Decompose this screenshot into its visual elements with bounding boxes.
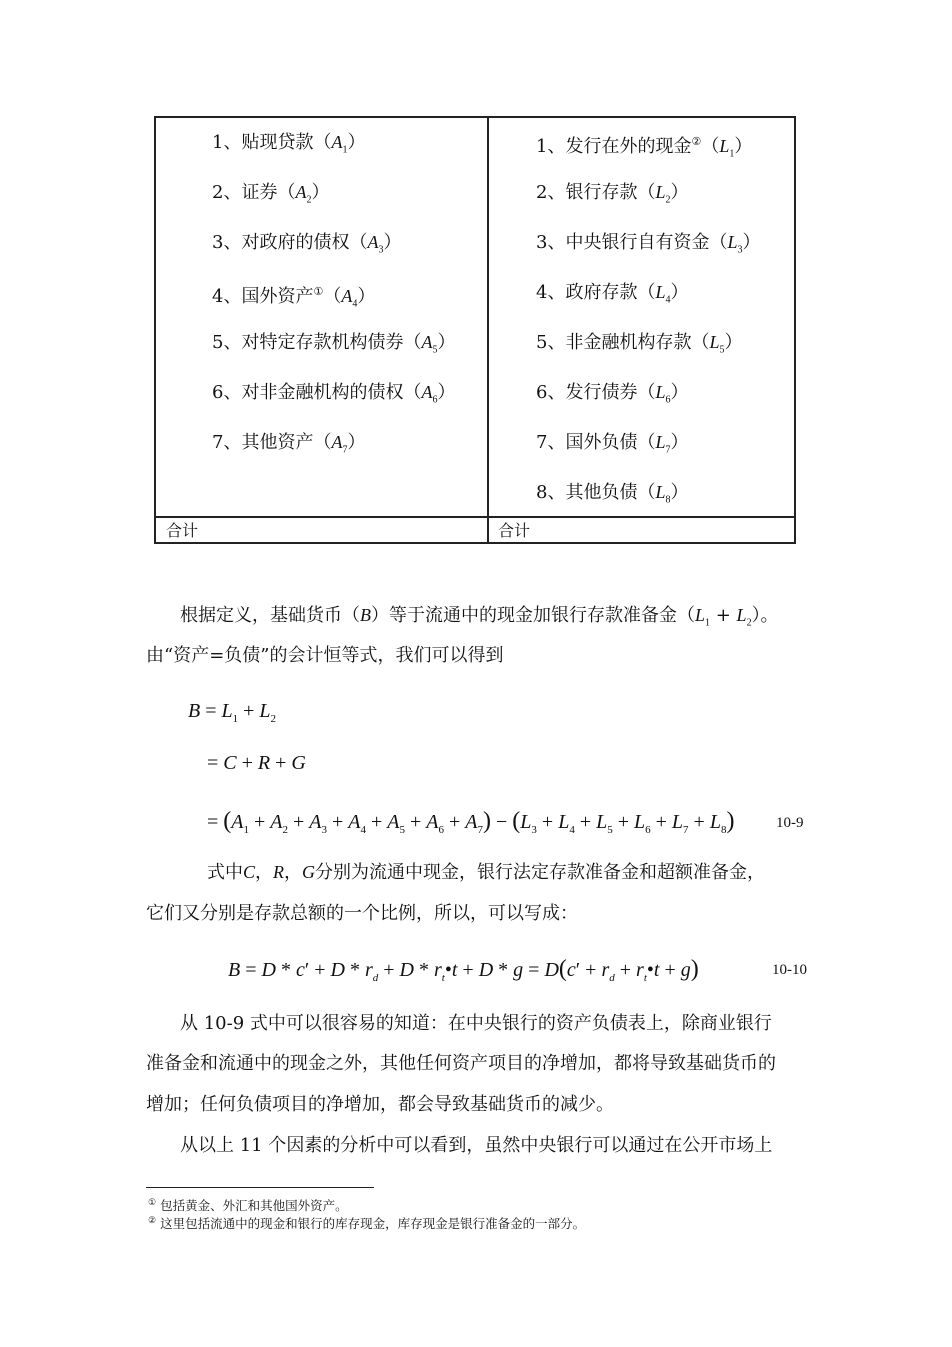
- liability-row: 2、银行存款$(L_2)$: [536, 182, 689, 206]
- asset-row: 3、对政府的债权$(A_3)$: [212, 232, 402, 256]
- asset-symbol: $A_7$: [331, 432, 348, 456]
- liability-row: 8、其他负债$(L_8)$: [536, 482, 689, 506]
- liability-label: 4、政府存款（: [536, 282, 656, 303]
- paragraph-base-money-definition: 根据定义，基础货币（B）等于流通中的现金加银行存款准备金$(L_1 + L_2)$。: [180, 605, 779, 629]
- asset-label: 4、国外资产: [212, 286, 314, 307]
- equation-c-r-g: = C + R + G: [207, 752, 306, 774]
- footnote-1: [148, 1196, 348, 1214]
- text-segment: ）等于流通中的现金加银行存款准备金（: [371, 605, 695, 626]
- asset-label: 1、贴现贷款（: [212, 132, 332, 153]
- asset-label: 3、对政府的债权（: [212, 232, 368, 253]
- liability-symbol: $L_3$: [727, 232, 743, 256]
- liability-symbol: $L_8$: [655, 482, 671, 506]
- liabilities-total-label: 合计: [498, 523, 531, 540]
- liability-label: 2、银行存款（: [536, 182, 656, 203]
- asset-row: 5、对特定存款机构债券$(A_5)$: [212, 332, 456, 356]
- text-segment: 根据定义，基础货币（: [180, 605, 360, 626]
- asset-symbol: $A_3$: [367, 232, 384, 256]
- balance-sheet-table: [154, 116, 796, 544]
- table-column-divider: [487, 118, 489, 542]
- liability-label: 5、非金融机构存款（: [536, 332, 710, 353]
- liability-row: 4、政府存款$(L_4)$: [536, 282, 689, 306]
- equation-number: 10-10: [772, 962, 807, 978]
- paragraph-line: 从以上 11 个因素的分析中可以看到，虽然中央银行可以通过在公开市场上: [180, 1135, 773, 1156]
- footnote-mark: ①: [148, 1197, 157, 1208]
- paragraph-line: 它们又分别是存款总额的一个比例，所以，可以写成：: [146, 903, 578, 924]
- liability-symbol: $L_1$: [719, 136, 735, 160]
- asset-symbol: $A_1$: [331, 132, 348, 156]
- asset-label: 5、对特定存款机构债券（: [212, 332, 422, 353]
- table-totals-separator: [156, 516, 794, 518]
- asset-row: 1、贴现贷款$(A_1)$: [212, 132, 366, 156]
- asset-row: 7、其他资产$(A_7)$: [212, 432, 366, 456]
- asset-label: 7、其他资产（: [212, 432, 332, 453]
- asset-symbol: $A_6$: [421, 382, 438, 406]
- liability-symbol: $L_6$: [655, 382, 671, 406]
- footnote-separator: [146, 1187, 374, 1188]
- footnote-2: [148, 1214, 585, 1232]
- liability-row: 6、发行债券$(L_6)$: [536, 382, 689, 406]
- assets-total-label: 合计: [166, 523, 199, 540]
- paragraph-line: 准备金和流通中的现金之外，其他任何资产项目的净增加，都将导致基础货币的: [146, 1053, 776, 1074]
- text-segment: 分别为流通中现金，银行法定存款准备金和超额准备金，: [315, 862, 766, 883]
- liability-label: 6、发行债券（: [536, 382, 656, 403]
- liability-row: 3、中央银行自有资金$(L_3)$: [536, 232, 761, 256]
- paragraph-line: 增加；任何负债项目的净增加，都会导致基础货币的减少。: [146, 1094, 614, 1115]
- footnote-text: 包括黄金、外汇和其他国外资产。: [160, 1198, 348, 1213]
- liability-row: 1、发行在外的现金$^②(L_1)$: [536, 135, 753, 160]
- asset-row: 6、对非金融机构的债权$(A_6)$: [212, 382, 456, 406]
- asset-row: 2、证券$(A_2)$: [212, 182, 330, 206]
- liability-symbol: $L_5$: [709, 332, 725, 356]
- liability-label: 8、其他负债（: [536, 482, 656, 503]
- equation-number: 10-9: [776, 815, 804, 831]
- liability-label: 1、发行在外的现金: [536, 136, 692, 157]
- liability-symbol: $L_7$: [655, 432, 671, 456]
- asset-label: 6、对非金融机构的债权（: [212, 382, 422, 403]
- equation-deposit-ratio: $B = D * c' + D * r_d + D$ * $r_t•t + D * g = D(c' + r_d$ + $r_t•t + g$): [228, 956, 699, 984]
- equation-assets-minus-liabilities: = $(A_1 + A_2 + A_3 + A_4 + A_5 + A_6 + A_7) - (L_3 + L_4 + L_5 + L_6 + L_7 + L_8)$: [207, 808, 735, 836]
- liability-label: 7、国外负债（: [536, 432, 656, 453]
- footnote-mark: ②: [148, 1215, 157, 1226]
- asset-label: 2、证券（: [212, 182, 296, 203]
- footnote-text: 这里包括流通中的现金和银行的库存现金，库存现金是银行准备金的一部分。: [160, 1216, 586, 1231]
- text-segment: ）。: [751, 605, 779, 626]
- paragraph-line: 由“资产=负债”的会计恒等式，我们可以得到: [146, 645, 504, 666]
- equation-base-money: $B = L_1 + L_2$: [188, 700, 277, 725]
- paragraph-variable-definitions: 式中C，R，G分别为流通中现金，银行法定存款准备金和超额准备金，: [207, 862, 766, 883]
- liability-row: 7、国外负债$(L_7)$: [536, 432, 689, 456]
- asset-symbol: $A_2$: [295, 182, 312, 206]
- asset-symbol: $A_5$: [421, 332, 438, 356]
- asset-symbol: $A_4$: [341, 286, 358, 310]
- liability-row: 5、非金融机构存款$(L_5)$: [536, 332, 743, 356]
- asset-row: 4、国外资产$^①(A_4)$: [212, 285, 376, 310]
- footnote-reference: ②: [691, 135, 702, 148]
- liability-symbol: $L_4$: [655, 282, 671, 306]
- liability-symbol: $L_2$: [655, 182, 671, 206]
- liability-label: 3、中央银行自有资金（: [536, 232, 728, 253]
- footnote-reference: ①: [313, 285, 324, 298]
- symbol-b: B: [360, 605, 371, 625]
- text-segment: 式中: [207, 862, 243, 883]
- paragraph-line: 从 10-9 式中可以很容易的知道：在中央银行的资产负债表上，除商业银行: [180, 1013, 772, 1034]
